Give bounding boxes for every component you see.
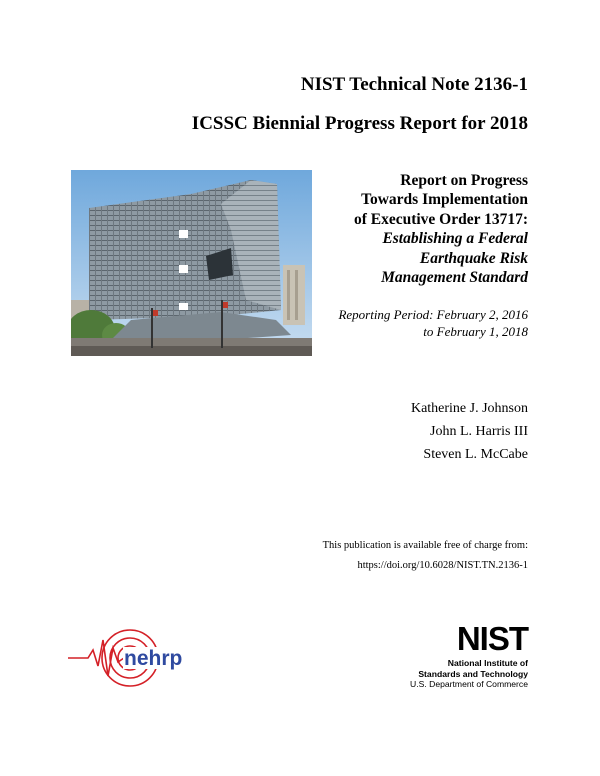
nist-logo bbox=[378, 622, 528, 692]
nehrp-logo bbox=[68, 620, 198, 690]
author-name: Steven L. McCabe bbox=[423, 447, 528, 462]
report-line: of Executive Order 13717: bbox=[353, 210, 528, 228]
report-line: Report on Progress bbox=[400, 172, 528, 189]
nist-department: U.S. Department of Commerce bbox=[410, 679, 528, 689]
report-line: Towards Implementation bbox=[361, 191, 528, 209]
report-description bbox=[354, 171, 528, 287]
report-line: Management Standard bbox=[381, 269, 528, 287]
report-line: Establishing a Federal bbox=[382, 230, 528, 248]
availability-notice bbox=[323, 536, 528, 576]
author-name: Katherine J. Johnson bbox=[410, 401, 528, 416]
author-name: John L. Harris III bbox=[430, 424, 528, 439]
nist-name bbox=[410, 658, 528, 690]
nist-name-line: Standards and Technology bbox=[418, 668, 528, 679]
period-line: Reporting Period: February 2, 2016 bbox=[338, 307, 528, 322]
report-line: Earthquake Risk bbox=[419, 249, 528, 267]
author-list bbox=[411, 397, 528, 466]
report-title: ICSSC Biennial Progress Report for 2018 bbox=[191, 113, 528, 134]
series-number: NIST Technical Note 2136-1 bbox=[300, 74, 528, 95]
doi-link[interactable]: https://doi.org/10.6028/NIST.TN.2136-1 bbox=[357, 560, 528, 571]
nehrp-wordmark: nehrp bbox=[124, 647, 183, 670]
availability-text: This publication is available free of charge from: bbox=[322, 540, 528, 551]
nist-wordmark: NIST bbox=[456, 620, 528, 657]
cover-building-photo bbox=[71, 170, 312, 356]
nist-name-line: National Institute of bbox=[447, 658, 528, 668]
period-line: to February 1, 2018 bbox=[423, 323, 528, 339]
reporting-period bbox=[338, 307, 528, 340]
